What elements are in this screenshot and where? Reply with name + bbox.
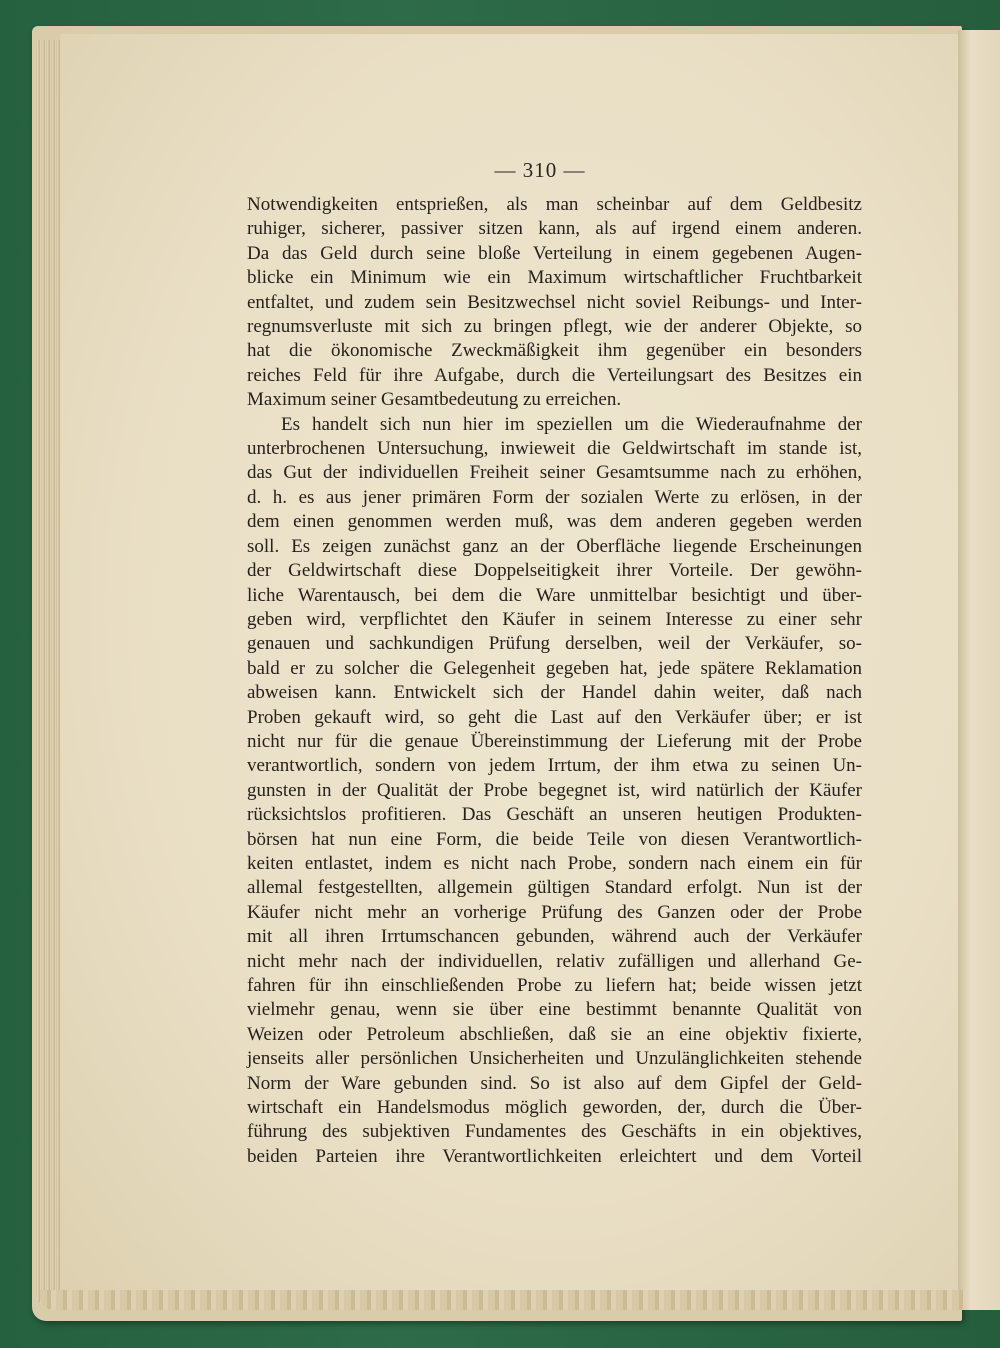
text-line: beiden Parteien ihre Verantwortlichkeiten erleichtert und dem Vorteil bbox=[247, 1145, 862, 1167]
text-line: bald er zu solcher die Gelegenheit gegeben hat, jede spätere Reklamation bbox=[247, 657, 862, 679]
text-line: rücksichtslos profitieren. Das Geschäft an unseren heutigen Produkten- bbox=[247, 804, 862, 826]
text-line: der Geldwirtschaft diese Doppelseitigkeit ihrer Vorteile. Der gewöhn- bbox=[247, 560, 862, 582]
text-line: gunsten in der Qualität der Probe begegnet ist, wird natürlich der Käufer bbox=[247, 779, 862, 801]
text-line: reiches Feld für ihre Aufgabe, durch die Verteilungsart des Besitzes ein bbox=[247, 364, 862, 386]
text-line: regnumsverluste mit sich zu bringen pflegt, wie der anderer Objekte, so bbox=[247, 316, 862, 338]
text-line: das Gut der individuellen Freiheit seiner Gesamtsumme nach zu erhöhen, bbox=[247, 462, 862, 484]
text-line: Notwendigkeiten entsprießen, als man scheinbar auf dem Geldbesitz bbox=[247, 194, 862, 215]
text-line: nicht nur für die genaue Übereinstimmung der Lieferung mit der Probe bbox=[247, 730, 862, 752]
text-line: vielmehr genau, wenn sie über eine bestimmt benannte Qualität von bbox=[247, 999, 862, 1021]
text-line: ruhiger, sicherer, passiver sitzen kann, als auf irgend einem anderen. bbox=[247, 218, 862, 240]
text-line: blicke ein Minimum wie ein Maximum wirtschaftlicher Fruchtbarkeit bbox=[247, 267, 862, 289]
text-line: führung des subjektiven Fundamentes des Geschäfts in ein objektives, bbox=[247, 1121, 862, 1143]
text-line: mit all ihren Irrtumschancen gebunden, während auch der Verkäufer bbox=[247, 926, 862, 948]
facing-page-edge bbox=[958, 30, 1000, 1310]
text-line: börsen hat nun eine Form, die beide Teile von diesen Verantwortlich- bbox=[247, 828, 862, 850]
text-line: geben wird, verpflichtet den Käufer in seinem Interesse zu einer sehr bbox=[247, 608, 862, 630]
text-line: Da das Geld durch seine bloße Verteilung in einem gegebenen Augen- bbox=[247, 242, 862, 264]
text-line: Käufer nicht mehr an vorherige Prüfung des Ganzen oder der Probe bbox=[247, 901, 862, 923]
page-edges bbox=[36, 40, 62, 1305]
text-line: keiten entlastet, indem es nicht nach Probe, sondern nach einem ein für bbox=[247, 852, 862, 874]
text-line: Weizen oder Petroleum abschließen, daß sie an eine objektiv fixierte, bbox=[247, 1023, 862, 1045]
text-line: fahren für ihn einschließenden Probe zu liefern hat; beide wissen jetzt bbox=[247, 975, 862, 996]
text-line: dem einen genommen werden muß, was dem anderen gegeben werden bbox=[247, 511, 862, 533]
text-line: entfaltet, und zudem sein Besitzwechsel nicht soviel Reibungs- und Inter- bbox=[247, 291, 862, 313]
text-line: soll. Es zeigen zunächst ganz an der Oberfläche liegende Erscheinungen bbox=[247, 535, 862, 557]
text-line: hat die ökonomische Zweckmäßigkeit ihm gegenüber ein besonders bbox=[247, 340, 862, 362]
text-line: wirtschaft ein Handelsmodus möglich geworden, der, durch die Über- bbox=[247, 1097, 862, 1119]
text-line: genauen und sachkundigen Prüfung derselben, weil der Verkäufer, so- bbox=[247, 633, 862, 655]
bottom-page-edges bbox=[40, 1290, 965, 1310]
text-line: abweisen kann. Entwickelt sich der Handel dahin weiter, daß nach bbox=[247, 682, 862, 704]
text-line: jenseits aller persönlichen Unsicherheiten und Unzulänglichkeiten stehende bbox=[247, 1048, 862, 1070]
text-line: allemal festgestellten, allgemein gültigen Standard erfolgt. Nun ist der bbox=[247, 877, 862, 899]
text-line: nicht mehr nach der individuellen, relativ zufälligen und allerhand Ge- bbox=[247, 950, 862, 972]
page-number: — 310 — bbox=[494, 158, 586, 182]
text-line: unterbrochenen Untersuchung, inwieweit die Geldwirtschaft im stande ist, bbox=[247, 438, 862, 460]
text-line: verantwortlich, sondern von jedem Irrtum, der ihm etwa zu seinen Un- bbox=[247, 755, 862, 777]
text-line: d. h. es aus jener primären Form der sozialen Werte zu erlösen, in der bbox=[247, 486, 862, 508]
body-text bbox=[247, 193, 862, 1169]
text-line: Norm der Ware gebunden sind. So ist also auf dem Gipfel der Geld- bbox=[247, 1072, 862, 1094]
text-line: Maximum seiner Gesamtbedeutung zu erreichen. bbox=[247, 389, 622, 411]
text-line: liche Warentausch, bei dem die Ware unmittelbar besichtigt und über- bbox=[247, 584, 862, 606]
text-line: Proben gekauft wird, so geht die Last auf den Verkäufer über; er ist bbox=[247, 706, 862, 728]
text-line: Es handelt sich nun hier im speziellen um die Wiederaufnahme der bbox=[281, 413, 862, 435]
